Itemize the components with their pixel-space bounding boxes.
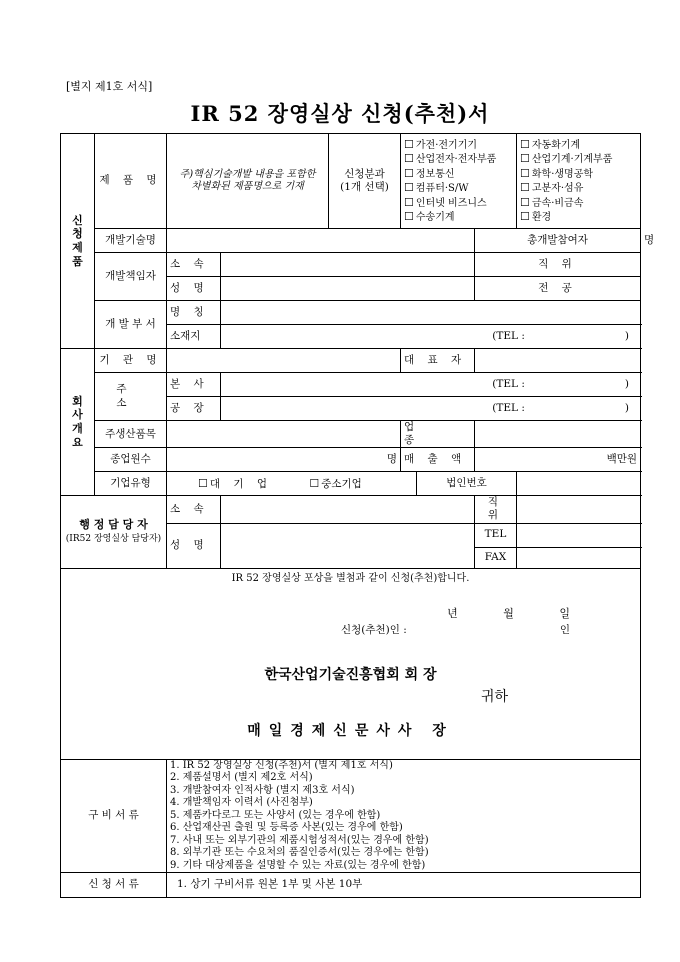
tel-close: ) bbox=[624, 401, 630, 414]
company-section-label: 회 사 개 요 bbox=[61, 349, 95, 496]
sales-label: 매 출 액 bbox=[401, 448, 475, 472]
company-type-options bbox=[167, 472, 417, 496]
main-products-label: 주생산품목 bbox=[95, 421, 167, 448]
list-item: 1. IR 52 장영실상 신청(추천)서 (별지 제1호 서식) bbox=[170, 759, 393, 771]
field-option[interactable]: ☐ 산업기계·기계부품 bbox=[520, 152, 613, 165]
list-item: 5. 제품카다로그 또는 사양서 (있는 경우에 한함) bbox=[170, 809, 381, 821]
org-name-label: 기 관 명 bbox=[95, 349, 167, 373]
product-name-field[interactable] bbox=[167, 134, 329, 229]
field-option[interactable]: ☐ 수송기계 bbox=[404, 210, 455, 223]
date-line[interactable]: 년 월 일 bbox=[447, 606, 571, 620]
corp-number-label: 법인번호 bbox=[417, 472, 517, 496]
field-option[interactable]: ☐ 고분자·섬유 bbox=[520, 181, 584, 194]
leader-affiliation-input[interactable] bbox=[221, 253, 475, 277]
list-item: 2. 제품설명서 (별지 제2호 서식) bbox=[170, 772, 313, 783]
ceo-input[interactable] bbox=[475, 349, 641, 373]
admin-affiliation-label: 소 속 bbox=[167, 496, 221, 523]
business-type-input[interactable] bbox=[475, 421, 641, 448]
applicant-label: 신청(추천)인 : bbox=[341, 623, 407, 636]
employees-unit: 명 bbox=[386, 453, 397, 466]
list-item: 6. 산업재산권 출원 및 등록증 사본(있는 경우에 한함) bbox=[170, 822, 403, 833]
declaration-block bbox=[61, 568, 641, 759]
employees-input[interactable] bbox=[167, 448, 401, 472]
tel-label: (TEL : bbox=[492, 401, 525, 414]
company-type-label: 기업유형 bbox=[95, 472, 167, 496]
checkbox-empty-icon[interactable]: ☐ bbox=[520, 210, 530, 223]
required-docs-list bbox=[167, 759, 641, 873]
tel-close: ) bbox=[624, 329, 630, 342]
product-name-hint: 주)핵심기술개발 내용을 포함한 bbox=[179, 168, 316, 180]
list-item: 7. 사내 또는 외부기관의 제품시험성적서(있는 경우에 한함) bbox=[170, 834, 429, 846]
declaration-statement: IR 52 장영실상 포상을 별첨과 같이 신청(추천)합니다. bbox=[231, 572, 470, 584]
admin-fax-input[interactable] bbox=[517, 547, 641, 568]
field-option[interactable]: ☐ 인터넷 비즈니스 bbox=[404, 195, 487, 209]
product-name-label: 제 품 명 bbox=[95, 134, 167, 229]
factory-label: 공 장 bbox=[167, 397, 221, 421]
admin-name-label: 성 명 bbox=[167, 523, 221, 568]
checkbox-empty-icon[interactable]: ☐ bbox=[198, 476, 208, 490]
list-item: 8. 외부기관 또는 수요처의 품질인증서(있는 경우에는 한함) bbox=[170, 847, 429, 858]
employees-label: 종업원수 bbox=[95, 448, 167, 472]
tech-name-label: 개발기술명 bbox=[95, 229, 167, 253]
org-name-input[interactable] bbox=[167, 349, 401, 373]
checkbox-empty-icon[interactable]: ☐ bbox=[309, 476, 320, 490]
admin-position-input[interactable] bbox=[517, 496, 641, 523]
admin-affiliation-input[interactable] bbox=[221, 496, 475, 523]
leader-position-label: 직 위 bbox=[475, 253, 641, 277]
business-type-label: 업 종 bbox=[401, 421, 475, 448]
checkbox-empty-icon[interactable]: ☐ bbox=[520, 137, 530, 151]
participants-unit: 명 bbox=[644, 233, 655, 246]
head-office-label: 본 사 bbox=[167, 373, 221, 397]
field-option[interactable]: ☐ 금속·비금속 bbox=[520, 195, 584, 209]
checkbox-empty-icon[interactable]: ☐ bbox=[520, 166, 530, 180]
field-option[interactable]: ☐ 가전·전기기기 bbox=[404, 137, 478, 151]
dev-dept-label: 개 발 부 서 bbox=[95, 301, 167, 349]
checkbox-empty-icon[interactable]: ☐ bbox=[404, 166, 414, 180]
dept-name-label: 명 칭 bbox=[167, 301, 221, 325]
dept-location-input[interactable] bbox=[221, 325, 641, 349]
seal-label: 인 bbox=[559, 623, 571, 636]
tech-name-input[interactable] bbox=[167, 229, 475, 253]
field-option[interactable]: ☐ 정보통신 bbox=[404, 166, 455, 180]
application-field-label: 신청분과 (1개 선택) bbox=[329, 134, 401, 229]
list-item: 9. 기타 대상제품을 설명할 수 있는 자료(있는 경우에 한함) bbox=[170, 859, 426, 871]
tel-close: ) bbox=[624, 377, 630, 390]
application-form-table bbox=[60, 133, 655, 898]
participants-label: 총개발참여자 bbox=[475, 229, 641, 253]
checkbox-empty-icon[interactable]: ☐ bbox=[404, 195, 414, 209]
recipient-maeil: 매일경제신문사사 장 bbox=[247, 722, 454, 739]
product-name-hint-2: 차별화된 제품명으로 기재 bbox=[191, 181, 304, 192]
field-option[interactable]: ☐ 환경 bbox=[520, 210, 552, 223]
checkbox-empty-icon[interactable]: ☐ bbox=[520, 152, 530, 165]
address-label: 주 소 bbox=[95, 373, 167, 421]
checkbox-empty-icon[interactable]: ☐ bbox=[520, 195, 530, 209]
field-options-col1 bbox=[401, 134, 517, 229]
ceo-label: 대 표 자 bbox=[401, 349, 475, 373]
leader-name-input[interactable] bbox=[221, 277, 475, 301]
leader-name-label: 성 명 bbox=[167, 277, 221, 301]
factory-input[interactable] bbox=[221, 397, 641, 421]
admin-position-label: 직 위 bbox=[475, 496, 517, 523]
admin-tel-input[interactable] bbox=[517, 523, 641, 547]
submission-text: 1. 상기 구비서류 원본 1부 및 사본 10부 bbox=[167, 873, 641, 898]
leader-major-label: 전 공 bbox=[475, 277, 641, 301]
sales-unit: 백만원 bbox=[606, 453, 638, 466]
checkbox-empty-icon[interactable]: ☐ bbox=[404, 181, 414, 194]
admin-name-input[interactable] bbox=[221, 523, 475, 568]
product-section-label: 신 청 제 품 bbox=[61, 134, 95, 349]
field-options-col2 bbox=[517, 134, 641, 229]
field-option[interactable]: ☐ 자동화기계 bbox=[520, 137, 581, 151]
checkbox-empty-icon[interactable]: ☐ bbox=[520, 181, 530, 194]
field-option[interactable]: ☐ 산업전자·전자부품 bbox=[404, 152, 497, 165]
admin-contact-label: 행 정 담 당 자 (IR52 장영실상 담당자) bbox=[61, 496, 167, 568]
large-company-option[interactable]: ☐ 대 기 업 bbox=[198, 476, 272, 490]
submission-label: 신 청 서 류 bbox=[61, 873, 167, 898]
head-office-input[interactable] bbox=[221, 373, 641, 397]
corp-number-input[interactable] bbox=[517, 472, 641, 496]
dept-location-label: 소재지 bbox=[167, 325, 221, 349]
main-products-input[interactable] bbox=[167, 421, 401, 448]
dept-name-input[interactable] bbox=[221, 301, 641, 325]
form-number-label: [별지 제1호 서식] bbox=[66, 80, 153, 93]
sales-input[interactable] bbox=[475, 448, 641, 472]
tel-label: (TEL : bbox=[492, 329, 525, 342]
checkbox-empty-icon[interactable]: ☐ bbox=[404, 152, 414, 165]
dev-leader-label: 개발책임자 bbox=[95, 253, 167, 301]
leader-affiliation-label: 소 속 bbox=[167, 253, 221, 277]
field-option[interactable]: ☐ 컴퓨터·S/W bbox=[404, 181, 469, 194]
field-option[interactable]: ☐ 화학·생명공학 bbox=[520, 166, 594, 180]
list-item: 4. 개발책임자 이력서 (사진첨부) bbox=[170, 797, 313, 808]
required-docs-label: 구 비 서 류 bbox=[61, 759, 167, 873]
sme-option[interactable]: ☐ 중소기업 bbox=[309, 476, 362, 490]
honorific: 귀하 bbox=[481, 688, 509, 705]
page-title: IR 52 장영실상 신청(추천)서 bbox=[190, 101, 490, 126]
checkbox-empty-icon[interactable]: ☐ bbox=[404, 137, 414, 151]
tel-label: (TEL : bbox=[492, 377, 525, 390]
checkbox-empty-icon[interactable]: ☐ bbox=[404, 210, 414, 223]
admin-fax-label: FAX bbox=[475, 547, 517, 568]
recipient-koita: 한국산업기술진흥협회 회 장 bbox=[264, 666, 437, 683]
admin-tel-label: TEL bbox=[475, 523, 517, 547]
list-item: 3. 개발참여자 인적사항 (별지 제3호 서식) bbox=[170, 784, 355, 796]
